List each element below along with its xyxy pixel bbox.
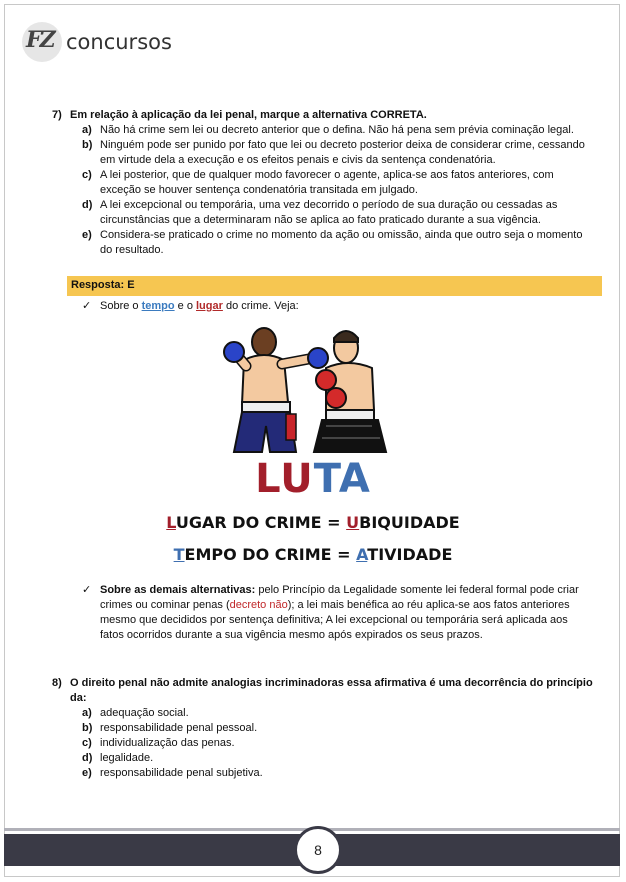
option-d — [82, 198, 594, 228]
rule-text: BIQUIDADE — [359, 513, 460, 532]
luta-letter: L — [255, 456, 281, 502]
rule-initial: T — [173, 545, 185, 564]
question-number: 7) — [52, 109, 62, 121]
rule-text: TIVIDADE — [367, 545, 453, 564]
luta-letter: T — [313, 456, 339, 502]
option-letter: a) — [82, 124, 92, 136]
answer-intro — [82, 299, 602, 314]
keyword-lugar: lugar — [196, 300, 223, 312]
option-text: adequação social. — [100, 707, 189, 719]
option-text: Ninguém pode ser punido por fato que lei ou decreto posterior deixa de considerar crime, cessando em virtude dela a execução e os efeitos penais e civis da sentença condenatória. — [100, 139, 585, 166]
logo — [22, 22, 172, 62]
option-text: A lei posterior, que de qualquer modo favorecer o agente, aplica-se aos fatos anteriores, com exceção se houver sentença condenatória transitada em julgado. — [100, 169, 554, 196]
option-b — [82, 138, 594, 168]
keyword-tempo: tempo — [141, 300, 175, 312]
intro-text: Sobre o — [100, 300, 142, 312]
option-letter: e) — [82, 229, 92, 241]
answer-bar — [67, 276, 602, 296]
explanation-text: ); a lei mais benéfica ao réu aplica-se aos fatos anteriores mesmo que decididos por sentença definitiva; A lei excepcional ou temporária será aplicada aos fatos ocorridos durante a sua vigência mesmo após expirados os seus prazos. — [100, 599, 570, 641]
option-letter: b) — [82, 722, 93, 734]
explanation-text: pelo Princípio da Legalidade somente lei federal formal pode criar crimes ou cominar penas ( — [100, 584, 579, 611]
question-stem: O direito penal não admite analogias incriminadoras essa afirmativa é uma decorrência do princípio da: — [70, 677, 593, 704]
options-list — [82, 706, 594, 781]
rule-initial: U — [346, 513, 360, 532]
option-c — [82, 736, 594, 751]
boxers-illustration — [222, 322, 406, 456]
rule-initial: L — [166, 513, 176, 532]
option-text: A lei excepcional ou temporária, uma vez decorrido o período de sua duração ou cessadas as circunstâncias que a determinaram não se aplica ao fato praticado durante a sua vigência. — [100, 199, 558, 226]
luta-letter: A — [338, 456, 371, 502]
question-stem: Em relação à aplicação da lei penal, marque a alternativa CORRETA. — [70, 109, 427, 121]
check-icon: ✓ — [82, 584, 92, 596]
option-text: responsabilidade penal pessoal. — [100, 722, 258, 734]
page-number: 8 — [294, 826, 342, 874]
option-letter: b) — [82, 139, 93, 151]
logo-mark — [22, 22, 62, 62]
luta-acronym — [0, 456, 626, 502]
option-a — [82, 706, 594, 721]
answer-explanation — [82, 583, 592, 643]
logo-mark-text: FZ — [26, 27, 54, 53]
option-letter: d) — [82, 199, 93, 211]
option-text: legalidade. — [100, 752, 154, 764]
option-d — [82, 751, 594, 766]
rule-text: EMPO DO CRIME = — [184, 545, 357, 564]
option-letter: d) — [82, 752, 93, 764]
right-boxer — [314, 331, 386, 452]
intro-text: e o — [174, 300, 196, 312]
question-number: 8) — [52, 677, 62, 689]
check-icon: ✓ — [82, 300, 92, 312]
explanation-highlight: decreto não — [229, 599, 288, 611]
option-text: responsabilidade penal subjetiva. — [100, 767, 263, 779]
option-text: Considera-se praticado o crime no momento da ação ou omissão, ainda que outro seja o momento do resultado. — [100, 229, 583, 256]
option-a — [82, 123, 594, 138]
rule-lugar — [0, 513, 626, 532]
logo-text: concursos — [66, 30, 172, 54]
option-c — [82, 168, 594, 198]
option-b — [82, 721, 594, 736]
rule-tempo — [0, 545, 626, 564]
option-letter: e) — [82, 767, 92, 779]
intro-text: do crime. Veja: — [222, 300, 299, 312]
rule-text: UGAR DO CRIME = — [175, 513, 347, 532]
rule-initial: A — [356, 545, 368, 564]
explanation-heading: Sobre as demais alternativas: — [100, 584, 256, 596]
option-e — [82, 228, 594, 258]
option-letter: c) — [82, 169, 92, 181]
options-list — [82, 123, 594, 258]
left-boxer — [224, 328, 328, 452]
option-letter: a) — [82, 707, 92, 719]
luta-letter: U — [280, 456, 314, 502]
option-text: Não há crime sem lei ou decreto anterior que o defina. Não há pena sem prévia cominação legal. — [100, 124, 574, 136]
answer-label: Resposta: E — [71, 279, 135, 291]
option-letter: c) — [82, 737, 92, 749]
option-e — [82, 766, 594, 781]
option-text: individualização das penas. — [100, 737, 235, 749]
